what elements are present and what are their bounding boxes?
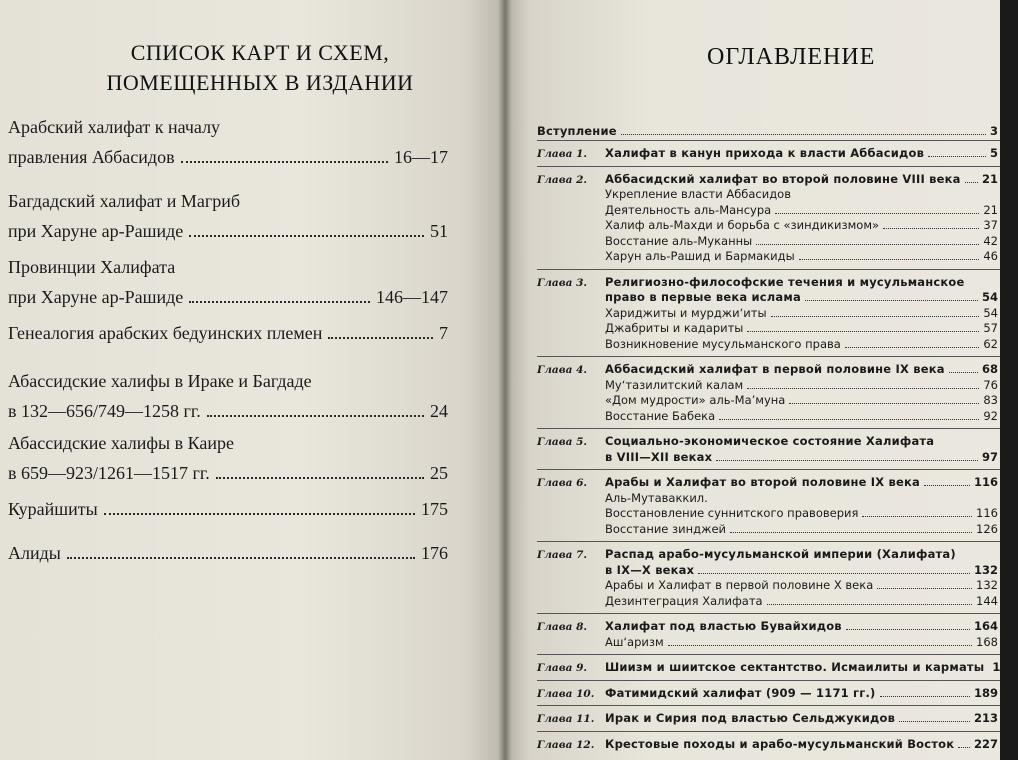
page-number: 5 <box>989 146 998 160</box>
section-title: Возникновение мусульманского права <box>605 336 841 351</box>
map-entry <box>8 318 448 348</box>
maps-list-title-line2: ПОМЕЩЕННЫХ В ИЗДАНИИ <box>106 70 414 95</box>
toc-chapter <box>537 711 1000 727</box>
map-title-line1: Абассидские халифы в Ираке и Багдаде <box>8 371 312 391</box>
maps-list-title <box>60 38 460 98</box>
toc-separator <box>537 654 1000 655</box>
toc-section <box>537 378 1000 394</box>
dot-leader <box>189 301 370 303</box>
dot-leader <box>928 156 986 157</box>
page-number: 116 <box>973 475 998 489</box>
toc-section <box>537 187 1000 203</box>
page-number: 62 <box>983 336 998 351</box>
toc-title: ОГЛАВЛЕНИЕ <box>707 44 876 70</box>
map-title-line <box>8 142 448 172</box>
map-page-number: 25 <box>430 463 448 483</box>
page-number: 126 <box>976 521 998 536</box>
toc-separator <box>537 705 1000 706</box>
dot-leader <box>845 347 980 348</box>
toc-section <box>537 337 1000 353</box>
page-number: 54 <box>981 290 998 304</box>
toc-separator <box>537 428 1000 429</box>
dot-leader <box>877 588 972 589</box>
map-title-line1: Багдадский халифат и Магриб <box>8 191 240 211</box>
toc-section <box>537 522 1000 538</box>
map-entry <box>8 428 448 488</box>
map-page-number: 7 <box>439 323 448 343</box>
page-number: 83 <box>983 393 998 407</box>
chapter-label: Глава 12. <box>537 738 595 751</box>
toc-section <box>537 594 1000 610</box>
section-title: Аль-Мутаваккил. <box>605 490 708 505</box>
toc-section <box>537 393 1000 409</box>
dot-leader <box>924 485 970 486</box>
toc-chapter <box>537 290 1000 306</box>
toc-section <box>537 321 1000 337</box>
map-title-line1: Абассидские халифы в Каире <box>8 433 235 453</box>
toc-separator <box>537 613 1000 614</box>
toc-section <box>537 578 1000 594</box>
dot-leader <box>805 300 978 301</box>
chapter-label: Глава 6. <box>537 477 588 489</box>
map-page-number: 146—147 <box>376 287 448 307</box>
map-title-line <box>8 396 448 426</box>
toc-chapter <box>537 563 1000 579</box>
dot-leader <box>719 419 979 420</box>
dot-leader <box>899 721 970 722</box>
page-number: 42 <box>983 233 998 248</box>
toc-section <box>537 218 1000 234</box>
dot-leader <box>965 182 978 183</box>
toc-section <box>537 409 1000 425</box>
dot-leader <box>771 316 980 317</box>
dot-leader <box>789 403 979 404</box>
toc-chapter <box>537 172 1000 188</box>
toc-section <box>537 506 1000 522</box>
toc-chapter <box>537 619 1000 635</box>
dot-leader <box>747 388 979 389</box>
page-number: 37 <box>983 218 998 232</box>
chapter-title: Религиозно-философские течения и мусульманское <box>605 274 965 289</box>
toc-section <box>537 306 1000 322</box>
toc-section <box>537 203 1000 219</box>
chapter-title: Ирак и Сирия под властью Сельджукидов <box>605 711 896 725</box>
chapter-label: Глава 2. <box>537 173 588 186</box>
page-number: 164 <box>973 619 998 633</box>
map-title-line <box>8 318 448 348</box>
chapter-title: Крестовые походы и арабо-мусульманский Восток <box>605 736 955 751</box>
toc-separator <box>537 680 1000 681</box>
page-number: 3 <box>989 124 998 138</box>
chapter-title: Аббасидский халифат во второй половине VIII века <box>605 171 961 186</box>
section-title: Дезинтеграция Халифата <box>605 593 763 608</box>
chapter-label: Глава 9. <box>537 662 588 674</box>
toc-separator <box>537 469 1000 470</box>
map-entry <box>8 538 448 568</box>
page-number: 227 <box>973 736 998 751</box>
page-number: 57 <box>983 321 998 335</box>
dot-leader <box>883 228 979 229</box>
section-title: Харун аль-Рашид и Бармакиды <box>605 249 795 263</box>
chapter-label: Глава 10. <box>537 687 595 700</box>
page-number: 168 <box>976 634 998 649</box>
chapter-title: Халифат под властью Бувайхидов <box>605 619 842 633</box>
page-number: 189 <box>973 685 998 700</box>
chapter-title: Халифат в канун прихода к власти Аббасидов <box>605 146 925 160</box>
map-page-number: 24 <box>430 401 448 421</box>
dot-leader <box>767 604 972 605</box>
chapter-label: Глава 7. <box>537 549 588 561</box>
section-title: Халиф аль-Махди и борьба с «зиндикизмом» <box>605 218 880 232</box>
section-title: Джабриты и кадариты <box>605 321 744 335</box>
dot-leader <box>958 747 970 748</box>
dot-leader <box>716 460 978 461</box>
page-number: 92 <box>983 408 998 423</box>
map-title: в 659—923/1261—1517 гг. <box>8 463 210 483</box>
page-number: 76 <box>983 377 998 392</box>
toc-separator <box>537 731 1000 732</box>
chapter-label: Глава 4. <box>537 364 588 376</box>
toc-chapter <box>537 146 1000 162</box>
page-number: 116 <box>976 506 998 520</box>
dot-leader <box>67 557 415 559</box>
map-entry <box>8 186 448 246</box>
map-title-line <box>8 216 448 246</box>
map-title-line1: Арабский халифат к началу <box>8 117 221 137</box>
map-entry <box>8 366 448 426</box>
chapter-title: Распад арабо-мусульманской империи (Халифата) <box>605 547 956 561</box>
dot-leader <box>207 415 424 417</box>
section-title: Восстановление суннитского правоверия <box>605 506 859 520</box>
toc-chapter <box>537 362 1000 378</box>
map-title-line <box>8 458 448 488</box>
page-number: 68 <box>981 362 998 376</box>
dot-leader <box>621 134 986 135</box>
toc-chapter <box>537 547 1000 563</box>
map-title: Алиды <box>8 543 61 563</box>
map-title: при Харуне ар-Рашиде <box>8 287 184 307</box>
toc-separator <box>537 140 1000 141</box>
toc-chapter <box>537 450 1000 466</box>
map-page-number: 51 <box>430 221 448 241</box>
page-number: 54 <box>983 305 998 320</box>
toc-section <box>537 491 1000 507</box>
chapter-title: в IX—X веках <box>605 562 695 577</box>
chapter-label: Глава 1. <box>537 148 588 160</box>
page-number: 46 <box>983 249 998 263</box>
chapter-title: право в первые века ислама <box>605 290 801 304</box>
dot-leader <box>880 696 970 697</box>
dot-leader <box>668 645 972 646</box>
map-entry <box>8 112 448 172</box>
map-title-line <box>8 538 448 568</box>
dot-leader <box>698 573 970 574</box>
toc-section <box>537 234 1000 250</box>
page-number: 213 <box>973 711 998 725</box>
toc-chapter <box>537 475 1000 491</box>
page-number: 144 <box>976 593 998 608</box>
toc-chapter <box>537 686 1000 702</box>
map-page-number: 16—17 <box>394 147 448 167</box>
chapter-title: Аббасидский халифат в первой половине IX века <box>605 362 945 376</box>
page-number: 21 <box>981 171 998 186</box>
chapter-label: Глава 8. <box>537 621 588 633</box>
chapter-title: Шиизм и шиитское сектантство. Исмаилиты и карматы <box>605 660 985 674</box>
page-number: 21 <box>983 202 998 217</box>
section-title: Му‘тазилитский калам <box>605 377 744 392</box>
toc-separator <box>537 166 1000 167</box>
dot-leader <box>747 331 979 332</box>
dot-leader <box>730 532 972 533</box>
toc-chapter <box>537 737 1000 753</box>
toc-chapter <box>537 660 1017 676</box>
section-title: Укрепление власти Аббасидов <box>605 187 791 201</box>
page-number: 97 <box>981 449 998 464</box>
toc-section <box>537 249 1000 265</box>
map-title: Генеалогия арабских бедуинских племен <box>8 323 323 343</box>
chapter-title: Социально-экономическое состояние Халифата <box>605 434 935 448</box>
section-title: «Дом мудрости» аль-Ма’муна <box>605 393 786 407</box>
chapter-label: Глава 3. <box>537 276 588 289</box>
map-title-line <box>8 494 448 524</box>
toc-separator <box>537 356 1000 357</box>
toc-chapter <box>537 434 1000 450</box>
section-title: Восстание Бабека <box>605 408 716 423</box>
toc-separator <box>537 269 1000 270</box>
dot-leader <box>949 372 978 373</box>
dot-leader <box>775 213 979 214</box>
dot-leader <box>756 244 979 245</box>
map-title: Курайшиты <box>8 499 98 519</box>
dot-leader <box>181 161 388 163</box>
section-title: Восстание аль-Муканны <box>605 233 753 248</box>
map-page-number: 176 <box>421 543 448 563</box>
section-title: Восстание зинджей <box>605 521 727 536</box>
section-title: Аш‘аризм <box>605 634 664 649</box>
section-title: Арабы и Халифат в первой половине X века <box>605 578 874 592</box>
toc-section <box>537 635 1000 651</box>
page-number: 132 <box>976 578 998 592</box>
map-title: правления Аббасидов <box>8 147 175 167</box>
section-title: Хариджиты и мурджи‘иты <box>605 305 767 320</box>
maps-list-title-line1: СПИСОК КАРТ И СХЕМ, <box>130 40 390 65</box>
book-gutter <box>498 0 512 760</box>
map-entry <box>8 494 448 524</box>
page-number: 132 <box>973 562 998 577</box>
map-title-line <box>8 282 448 312</box>
map-title: в 132—656/749—1258 гг. <box>8 401 201 421</box>
toc-intro <box>537 124 1000 140</box>
chapter-label: Глава 11. <box>537 713 595 725</box>
toc-separator <box>537 541 1000 542</box>
dot-leader <box>862 516 972 517</box>
page-number: 174 <box>992 660 1017 674</box>
intro-title: Вступление <box>537 124 617 138</box>
chapter-title: Фатимидский халифат (909 — 1171 гг.) <box>605 685 876 700</box>
section-title: Деятельность аль-Мансура <box>605 202 772 217</box>
dot-leader <box>216 477 424 479</box>
chapter-title: в VIII—XII веках <box>605 449 713 464</box>
dot-leader <box>799 259 980 260</box>
map-title: при Харуне ар-Рашиде <box>8 221 184 241</box>
map-page-number: 175 <box>421 499 448 519</box>
map-entry <box>8 252 448 312</box>
map-title-line1: Провинции Халифата <box>8 257 176 277</box>
chapter-label: Глава 5. <box>537 436 588 448</box>
chapter-title: Арабы и Халифат во второй половине IX века <box>605 475 920 489</box>
dot-leader <box>328 337 433 339</box>
dot-leader <box>104 513 415 515</box>
toc-chapter <box>537 275 1000 291</box>
dot-leader <box>189 235 424 237</box>
dot-leader <box>846 629 970 630</box>
